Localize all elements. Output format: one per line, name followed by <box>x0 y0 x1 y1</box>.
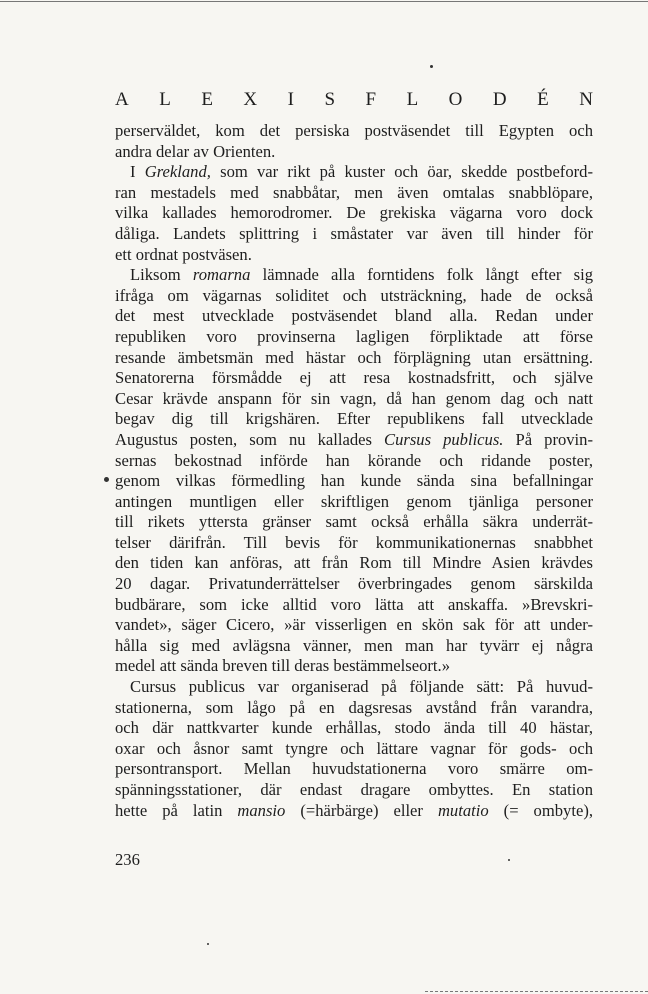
text-line: och där nattkvarter kunde erhållas, stodo ända till 40 hästar, <box>115 718 593 738</box>
italic-term: Grekland, <box>144 162 211 182</box>
text-run: I <box>130 162 145 182</box>
running-head-letter: E <box>201 89 213 110</box>
text-line: andra delar av Orienten. <box>115 141 276 161</box>
running-head-letter: X <box>243 89 258 110</box>
text-line: vilka kallades hemorodromer. De grekiska vägarna voro dock <box>115 203 593 223</box>
text-line <box>115 430 593 451</box>
body-text <box>115 121 593 821</box>
italic-term: mutatio <box>437 800 489 820</box>
running-head-letter: O <box>448 89 463 110</box>
italic-term: romarna <box>192 265 251 285</box>
text-run: (=härbärge) eller <box>285 800 438 820</box>
italic-term: Cursus publicus. <box>384 429 504 449</box>
text-line: vandet», säger Cicero, »är visserligen en skön sak för att under- <box>115 615 593 635</box>
text-run: På provin- <box>503 429 593 449</box>
text-run: Liksom <box>130 265 193 285</box>
text-line: telser därifrån. Till bevis för kommunikationernas snabbhet <box>115 532 593 552</box>
text-line: till rikets yttersta gränser samt också erhålla säkra underrät- <box>115 512 593 532</box>
bottom-rule <box>425 991 648 992</box>
text-line: det mest utvecklade postväsendet bland alla. Redan under <box>115 306 593 326</box>
text-line: persontransport. Mellan huvudstationerna voro smärre om- <box>115 759 593 779</box>
text-run: lämnade alla forntidens folk långt efter sig <box>250 265 593 285</box>
text-line: perserväldet, kom det persiska postväsendet till Egypten och <box>115 121 593 140</box>
text-run: hette på latin <box>115 800 238 820</box>
text-line: hålla sig med avlägsna vänner, men man har tyvärr ej några <box>115 635 593 655</box>
text-line: Cesar krävde anspann för sin vagn, då han genom dag och natt <box>115 388 593 408</box>
text-line <box>115 162 593 183</box>
ink-speck <box>508 859 510 861</box>
running-head-letter: D <box>492 89 507 110</box>
text-line <box>115 801 593 822</box>
page-number: 236 <box>115 850 140 869</box>
running-head-letter: É <box>537 89 549 110</box>
text-line: republiken voro provinserna lagligen förpliktade att förse <box>115 326 593 346</box>
running-head-letter: L <box>159 89 171 110</box>
italic-term: mansio <box>237 800 286 820</box>
text-line: ett ordnat postväsen. <box>115 244 252 264</box>
text-line: resande ämbetsmän med hästar och förplägning utan ersättning. <box>115 347 593 367</box>
running-head-letter: S <box>324 89 336 110</box>
text-line: begav dig till krigshären. Efter republikens fall utvecklade <box>115 409 593 429</box>
text-line: ifråga om vägarnas soliditet och utsträckning, hade de också <box>115 285 593 305</box>
text-line: ran mestadels med snabbåtar, men även omtalas snabblöpare, <box>115 182 593 202</box>
text-line: stationerna, som lågo på en dagsresas avstånd från varandra, <box>115 697 593 717</box>
running-head-letter: I <box>287 89 294 110</box>
text-line: budbärare, som icke alltid voro lätta att anskaffa. »Brevskri- <box>115 594 593 614</box>
text-line: den tiden kan anföras, att från Rom till Mindre Asien krävdes <box>115 553 593 573</box>
ink-speck <box>104 477 109 482</box>
text-line: Senatorerna försmådde ej att resa kostnadsfritt, och själve <box>115 368 593 388</box>
ink-speck <box>207 943 209 945</box>
running-head <box>115 88 593 112</box>
text-run: Augustus posten, som nu kallades <box>115 429 384 449</box>
text-run: som var rikt på kuster och öar, skedde postbeford- <box>210 162 593 182</box>
running-head-letter: L <box>406 89 419 110</box>
text-line: spänningsstationer, där endast dragare ombyttes. En station <box>115 780 593 799</box>
text-run: (= ombyte), <box>488 800 593 820</box>
text-line: Cursus publicus var organiserad på följande sätt: På huvud- <box>130 677 593 697</box>
text-line: genom vilkas förmedling han kunde sända sina befallningar <box>115 471 593 491</box>
text-line: oxar och åsnor samt tyngre och lättare vagnar för gods- och <box>115 738 593 758</box>
running-head-letter: N <box>579 89 593 110</box>
text-line <box>115 265 593 286</box>
text-line: sernas bekostnad införde han körande och ridande poster, <box>115 450 593 470</box>
text-line: dåliga. Landets splittring i småstater var även till hinder för <box>115 223 593 243</box>
text-line: 20 dagar. Privatunderrättelser överbringades genom särskilda <box>115 574 593 594</box>
running-head-letter: A <box>115 89 129 110</box>
text-line: medel att sända breven till deras bestämmelseort.» <box>115 656 450 676</box>
ink-speck <box>430 65 433 68</box>
running-head-letter: F <box>365 89 377 110</box>
top-rule <box>0 1 648 2</box>
text-line: antingen muntligen eller skriftligen genom tjänliga personer <box>115 491 593 511</box>
